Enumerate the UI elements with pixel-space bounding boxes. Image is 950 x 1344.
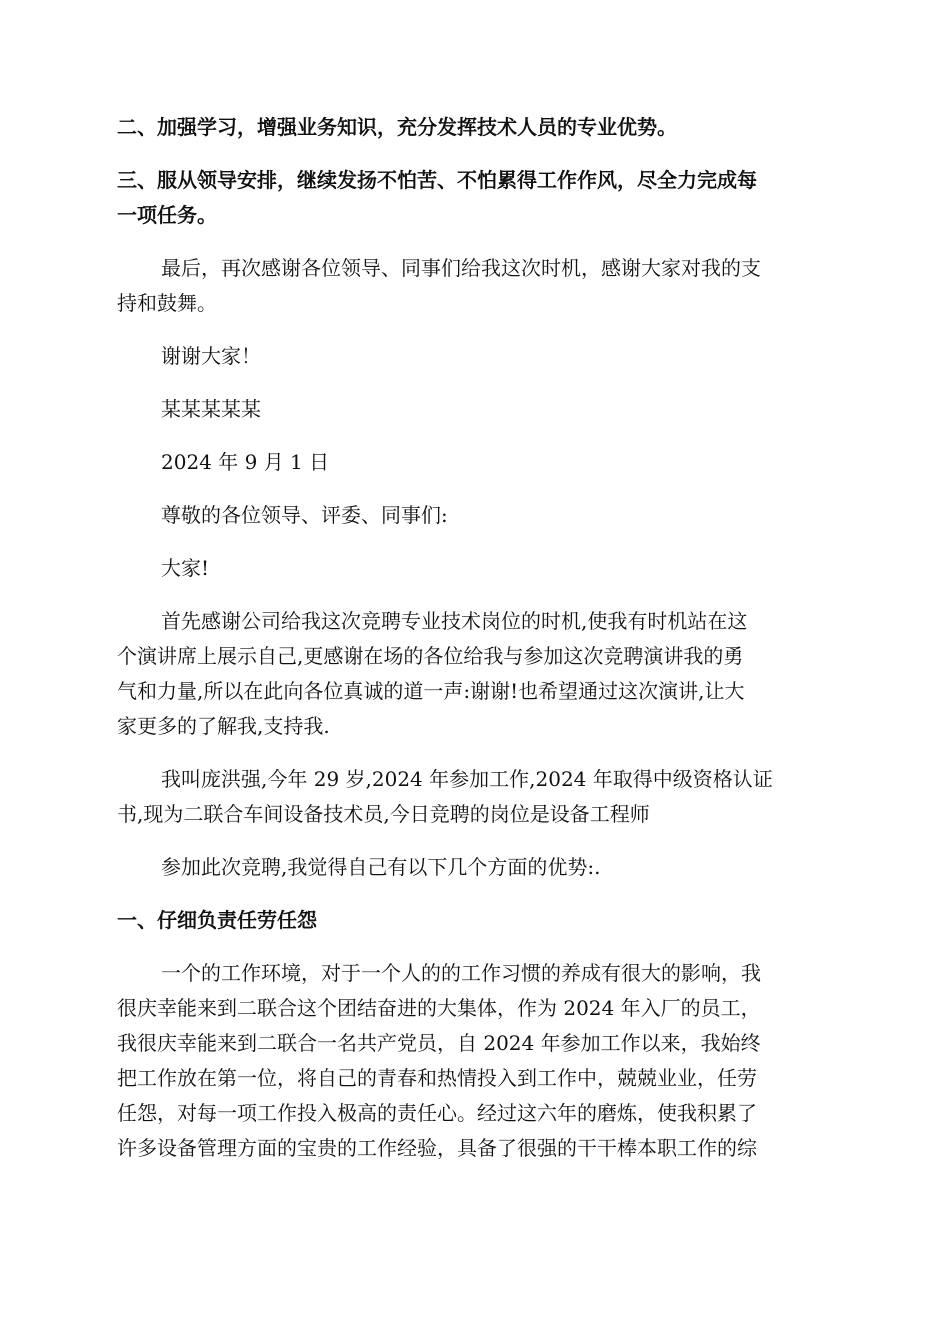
closing-line: 持和鼓舞。	[117, 291, 217, 315]
heading-3-line: 一项任务。	[117, 203, 217, 227]
heading-1: 一、仔细负责任劳任怨	[117, 908, 317, 932]
paragraph-line: 我很庆幸能来到二联合一名共产党员，自 2024 年参加工作以来，我始终	[117, 1031, 761, 1055]
heading-3-line: 三、服从领导安排，继续发扬不怕苦、不怕累得工作作风，尽全力完成每	[117, 168, 757, 192]
paragraph-line: 个演讲席上展示自己,更感谢在场的各位给我与参加这次竞聘演讲我的勇	[117, 644, 744, 668]
paragraph-3: 参加此次竞聘,我觉得自己有以下几个方面的优势:.	[161, 855, 601, 879]
paragraph-line: 一个的工作环境，对于一个人的的工作习惯的养成有很大的影响，我	[161, 961, 761, 985]
paragraph-4	[117, 956, 833, 1166]
paragraph-line: 家更多的了解我,支持我.	[117, 714, 330, 738]
date: 2024 年 9 月 1 日	[161, 450, 330, 474]
paragraph-2	[117, 762, 833, 832]
paragraph-line: 气和力量,所以在此向各位真诚的道一声:谢谢!也希望通过这次演讲,让大	[117, 679, 745, 703]
paragraph-line: 首先感谢公司给我这次竞聘专业技术岗位的时机,使我有时机站在这	[161, 609, 748, 633]
paragraph-line: 许多设备管理方面的宝贵的工作经验，具备了很强的干干棒本职工作的综	[117, 1136, 757, 1160]
paragraph-line: 书,现为二联合车间设备技术员,今日竞聘的岗位是设备工程师	[117, 802, 650, 826]
paragraph-line: 任怨，对每一项工作投入极高的责任心。经过这六年的磨炼，使我积累了	[117, 1101, 757, 1125]
paragraph-1	[117, 604, 833, 744]
paragraph-line: 把工作放在第一位，将自己的青春和热情投入到工作中，兢兢业业，任劳	[117, 1066, 757, 1090]
thanks-line: 谢谢大家！	[161, 344, 261, 368]
heading-3	[117, 163, 833, 233]
heading-2: 二、加强学习，增强业务知识，充分发挥技术人员的专业优势。	[117, 115, 677, 139]
closing-paragraph	[117, 251, 833, 321]
paragraph-line: 我叫庞洪强,今年 29 岁,2024 年参加工作,2024 年取得中级资格认证	[161, 767, 773, 791]
salutation: 尊敬的各位领导、评委、同事们:	[161, 503, 448, 527]
closing-line: 最后，再次感谢各位领导、同事们给我这次时机，感谢大家对我的支	[161, 256, 761, 280]
paragraph-line: 很庆幸能来到二联合这个团结奋进的大集体，作为 2024 年入厂的员工，	[117, 996, 761, 1020]
greeting: 大家!	[161, 556, 210, 580]
document-page	[117, 110, 833, 1166]
signature: 某某某某某	[161, 397, 261, 421]
